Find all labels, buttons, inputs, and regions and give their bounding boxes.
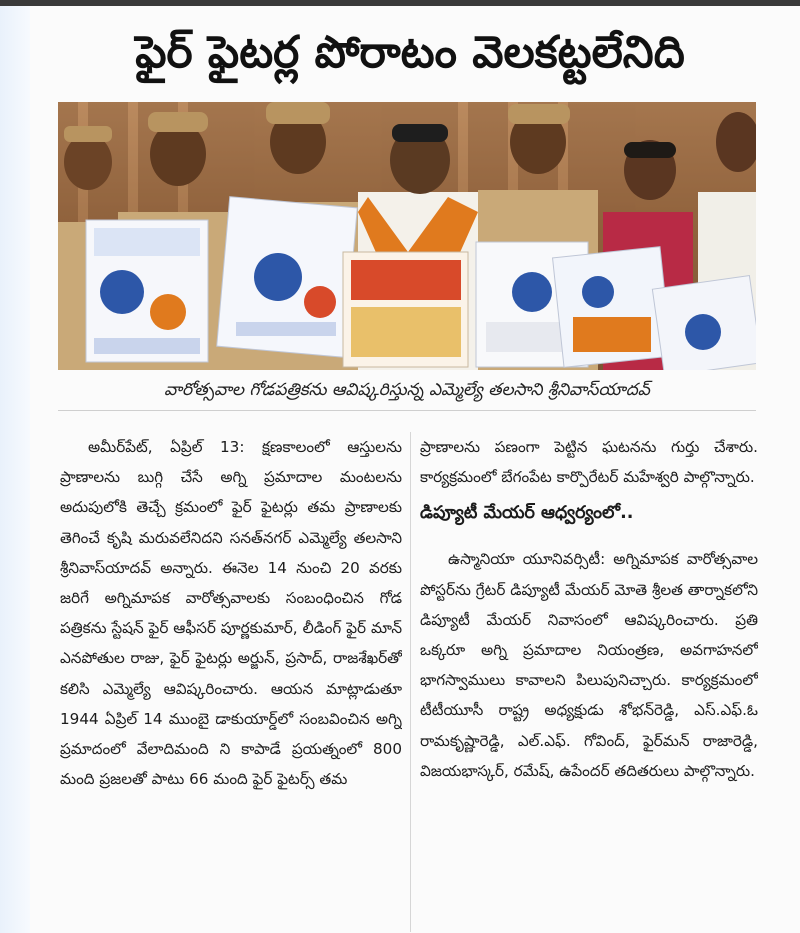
poster-3	[343, 252, 468, 367]
column-divider	[410, 432, 411, 932]
headline: ఫైర్ ఫైటర్ల పోరాటం వెలకట్టలేనిది	[135, 27, 685, 78]
top-rule	[0, 0, 800, 6]
page-margin	[0, 0, 30, 933]
article-paragraph-continuation: ప్రాణాలను పణంగా పెట్టిన ఘటనను గుర్తు చేశారు. కార్యక్రమంలో బేగంపేట కార్పొరేటర్‌ మహేశ్వరి పాల్గొన్నారు.	[420, 438, 758, 487]
subheading: డిప్యూటీ మేయర్‌ ఆధ్వర్యంలో..	[420, 503, 634, 524]
poster-2	[217, 197, 358, 358]
article-column-right	[420, 432, 758, 932]
poster-6	[652, 276, 756, 370]
poster-5	[553, 247, 672, 368]
news-photo	[58, 102, 756, 370]
article-paragraph: అమీర్‌పేట్‌, ఏప్రిల్‌ 13: క్షణకాలంలో ఆస్తులను ప్రాణాలను బుగ్గి చేసే అగ్ని ప్రమాదాల మంటలను అదుపులోకి తెచ్చే క్రమంలో ఫైర్‌ ఫైటర్లు తమ ప్రాణాలకు తెగించే కృషి మరువలేనిదని సనత్‌నగర్‌ ఎమ్మెల్యే తలసాని శ్రీనివాస్‌యాదవ్‌ అన్నారు. ఈనెల 14 నుంచి 20 వరకు జరిగే అగ్నిమాపక వారోత్సవాలకు సంబంధించిన గోడ పత్రికను స్టేషన్‌ ఫైర్‌ ఆఫీసర్‌ పూర్ణకుమార్‌, లీడింగ్‌ ఫైర్‌ మాన్‌ ఎనపోతుల రాజు, ఫైర్‌ ఫైటర్లు అర్జున్‌, ప్రసాద్‌, రాజశేఖర్‌తో కలిసి ఎమ్మెల్యే ఆవిష్కరించారు. ఆయన మాట్లాడుతూ 1944 ఏప్రిల్‌ 14 ముంబై డాకుయార్డ్‌లో సంబవించిన అగ్ని ప్రమాదంలో వేలాదిమంది ని కాపాడే ప్రయత్నంలో 800 మంది ప్రజలతో పాటు 66 మంది ఫైర్‌ ఫైటర్స్‌ తమ	[60, 438, 402, 789]
photo-illustration	[58, 102, 756, 370]
article-paragraph: ఉస్మానియా యూనివర్సిటీ: అగ్నిమాపక వారోత్సవాల పోస్టర్‌ను గ్రేటర్‌ డిప్యూటీ మేయర్‌ మోతె శ్రీలత తార్నాకలోని డిప్యూటీ మేయర్‌ నివాసంలో ఆవిష్కరించారు. ప్రతి ఒక్కరూ అగ్ని ప్రమాదాల నియంత్రణ, అవగాహనలో భాగస్వాములు కావాలని పిలుపునిచ్చారు. కార్యక్రమంలో టీటీయూసీ రాష్ట్ర అధ్యక్షుడు శోభన్‌రెడ్డి, ఎస్‌.ఎఫ్‌.ఓ రామకృష్ణారెడ్డి, ఎల్‌.ఎఫ్‌. గోవింద్‌, ఫైర్‌మన్‌ రాజారెడ్డి, విజయభాస్కర్‌, రమేష్‌, ఉపేందర్‌ తదితరులు పాల్గొన్నారు.	[420, 550, 758, 780]
poster-1	[86, 220, 208, 362]
article-column-left	[60, 432, 402, 932]
photo-caption: వారోత్సవాల గోడపత్రికను ఆవిష్కరిస్తున్న ఎమ్మెల్యే తలసాని శ్రీనివాస్‌యాదవ్	[58, 374, 756, 411]
